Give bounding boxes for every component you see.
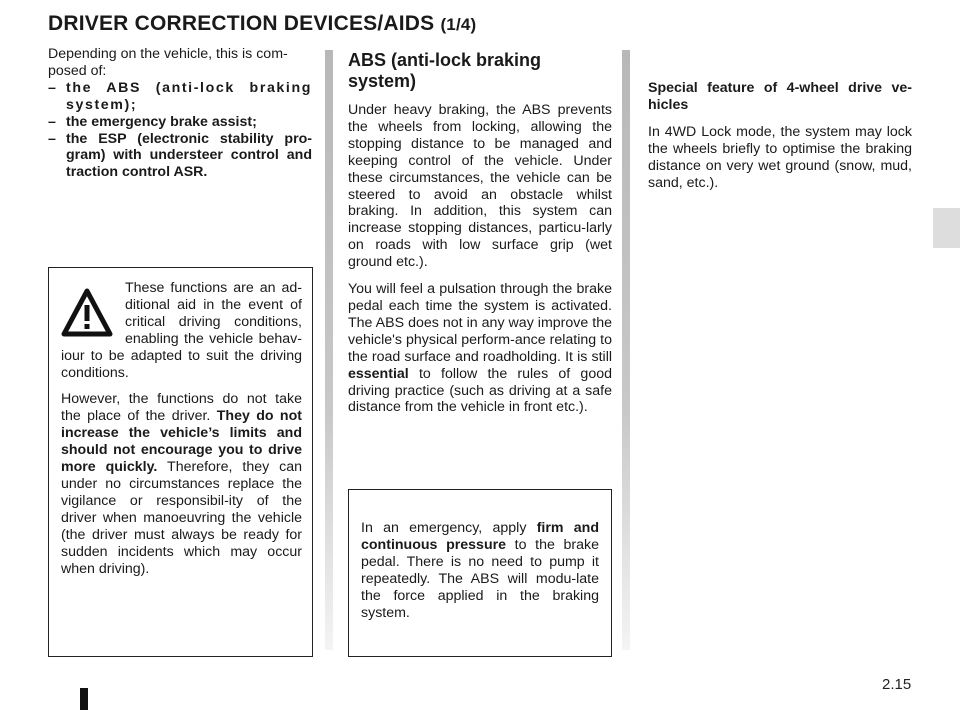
- tip-text-end: to the brake pedal. There is no need to pump it repeatedly. The ABS will modu-late the force applied in the braking system.: [361, 536, 599, 621]
- print-corner-mark: [80, 688, 88, 710]
- tip-paragraph: [361, 520, 599, 621]
- abs-heading: ABS (anti-lock braking system): [348, 50, 542, 91]
- column-left: [48, 46, 312, 181]
- 4wd-heading: Special feature of 4-wheel drive ve-hicles: [648, 80, 912, 113]
- warning-text-2-end: Therefore, they can under no circumstances replace the vigilance or responsibil-ity of the driver when manoeuvring the vehicle (the driver must always be ready for sudden incidents which may occur when driving).: [61, 459, 302, 577]
- column-right: [648, 80, 912, 201]
- warning-text-1: These functions are an ad-ditional aid in the event of critical driving conditions, enabling the vehicle behav-iour to be adapted to suit the driving conditions.: [61, 280, 302, 381]
- column-divider: [622, 50, 630, 650]
- list-item: – the emergency brake assist;: [48, 114, 312, 131]
- warning-text-2-bold: They do not increase the vehicle’s limits and should not encourage you to drive more quickly.: [61, 408, 302, 476]
- abs-text-2-bold: essential: [348, 365, 409, 382]
- page-title: [48, 12, 476, 36]
- section-tab-marker: [933, 208, 960, 248]
- page-number: 2.15: [882, 676, 912, 693]
- warning-paragraph-2: [61, 391, 302, 577]
- abs-text-2-end: to follow the rules of good driving practice (such as driving at a safe distance from the vehicle in front etc.).: [348, 365, 612, 416]
- column-divider: [325, 50, 333, 650]
- tip-text-bold: firm and continuous pressure: [361, 520, 599, 553]
- list-item: – the ABS (anti-lock braking system);: [48, 80, 312, 114]
- warning-text-2-start: However, the functions do not take the place of the driver.: [61, 391, 302, 425]
- intro-text: Depending on the vehicle, this is com-posed of:: [48, 46, 288, 79]
- warning-box: [48, 267, 313, 657]
- warning-triangle-icon: [61, 288, 113, 338]
- tip-text-start: In an emergency, apply: [361, 520, 527, 536]
- device-list: [48, 80, 312, 181]
- abs-text-2-start: You will feel a pulsation through the brake pedal each time the system is activated. The ABS does not in any way improve the vehicle's physical perform-ance relating to the road surface and roadholding. It is still: [348, 281, 612, 365]
- list-item: – the ESP (electronic stability pro-gram) with understeer control and traction control ASR.: [48, 131, 312, 182]
- page-part-indicator: (1/4): [440, 15, 477, 34]
- emergency-tip-box: [348, 489, 612, 657]
- 4wd-paragraph: In 4WD Lock mode, the system may lock the wheels briefly to optimise the braking distance on very wet ground (snow, mud, sand, etc.).: [648, 123, 912, 191]
- abs-paragraph-1: Under heavy braking, the ABS prevents the wheels from locking, allowing the stopping distance to be managed and keeping control of the vehicle. Under these circumstances, the vehicle can be steered to avoid an obstacle whilst braking. In addition, this system can increase stopping distances, particu-larly on roads with low surface grip (wet ground etc.).: [348, 102, 612, 271]
- column-middle: [348, 50, 612, 426]
- abs-paragraph-2: [348, 281, 612, 416]
- page-title-text: DRIVER CORRECTION DEVICES/AIDS: [48, 12, 435, 35]
